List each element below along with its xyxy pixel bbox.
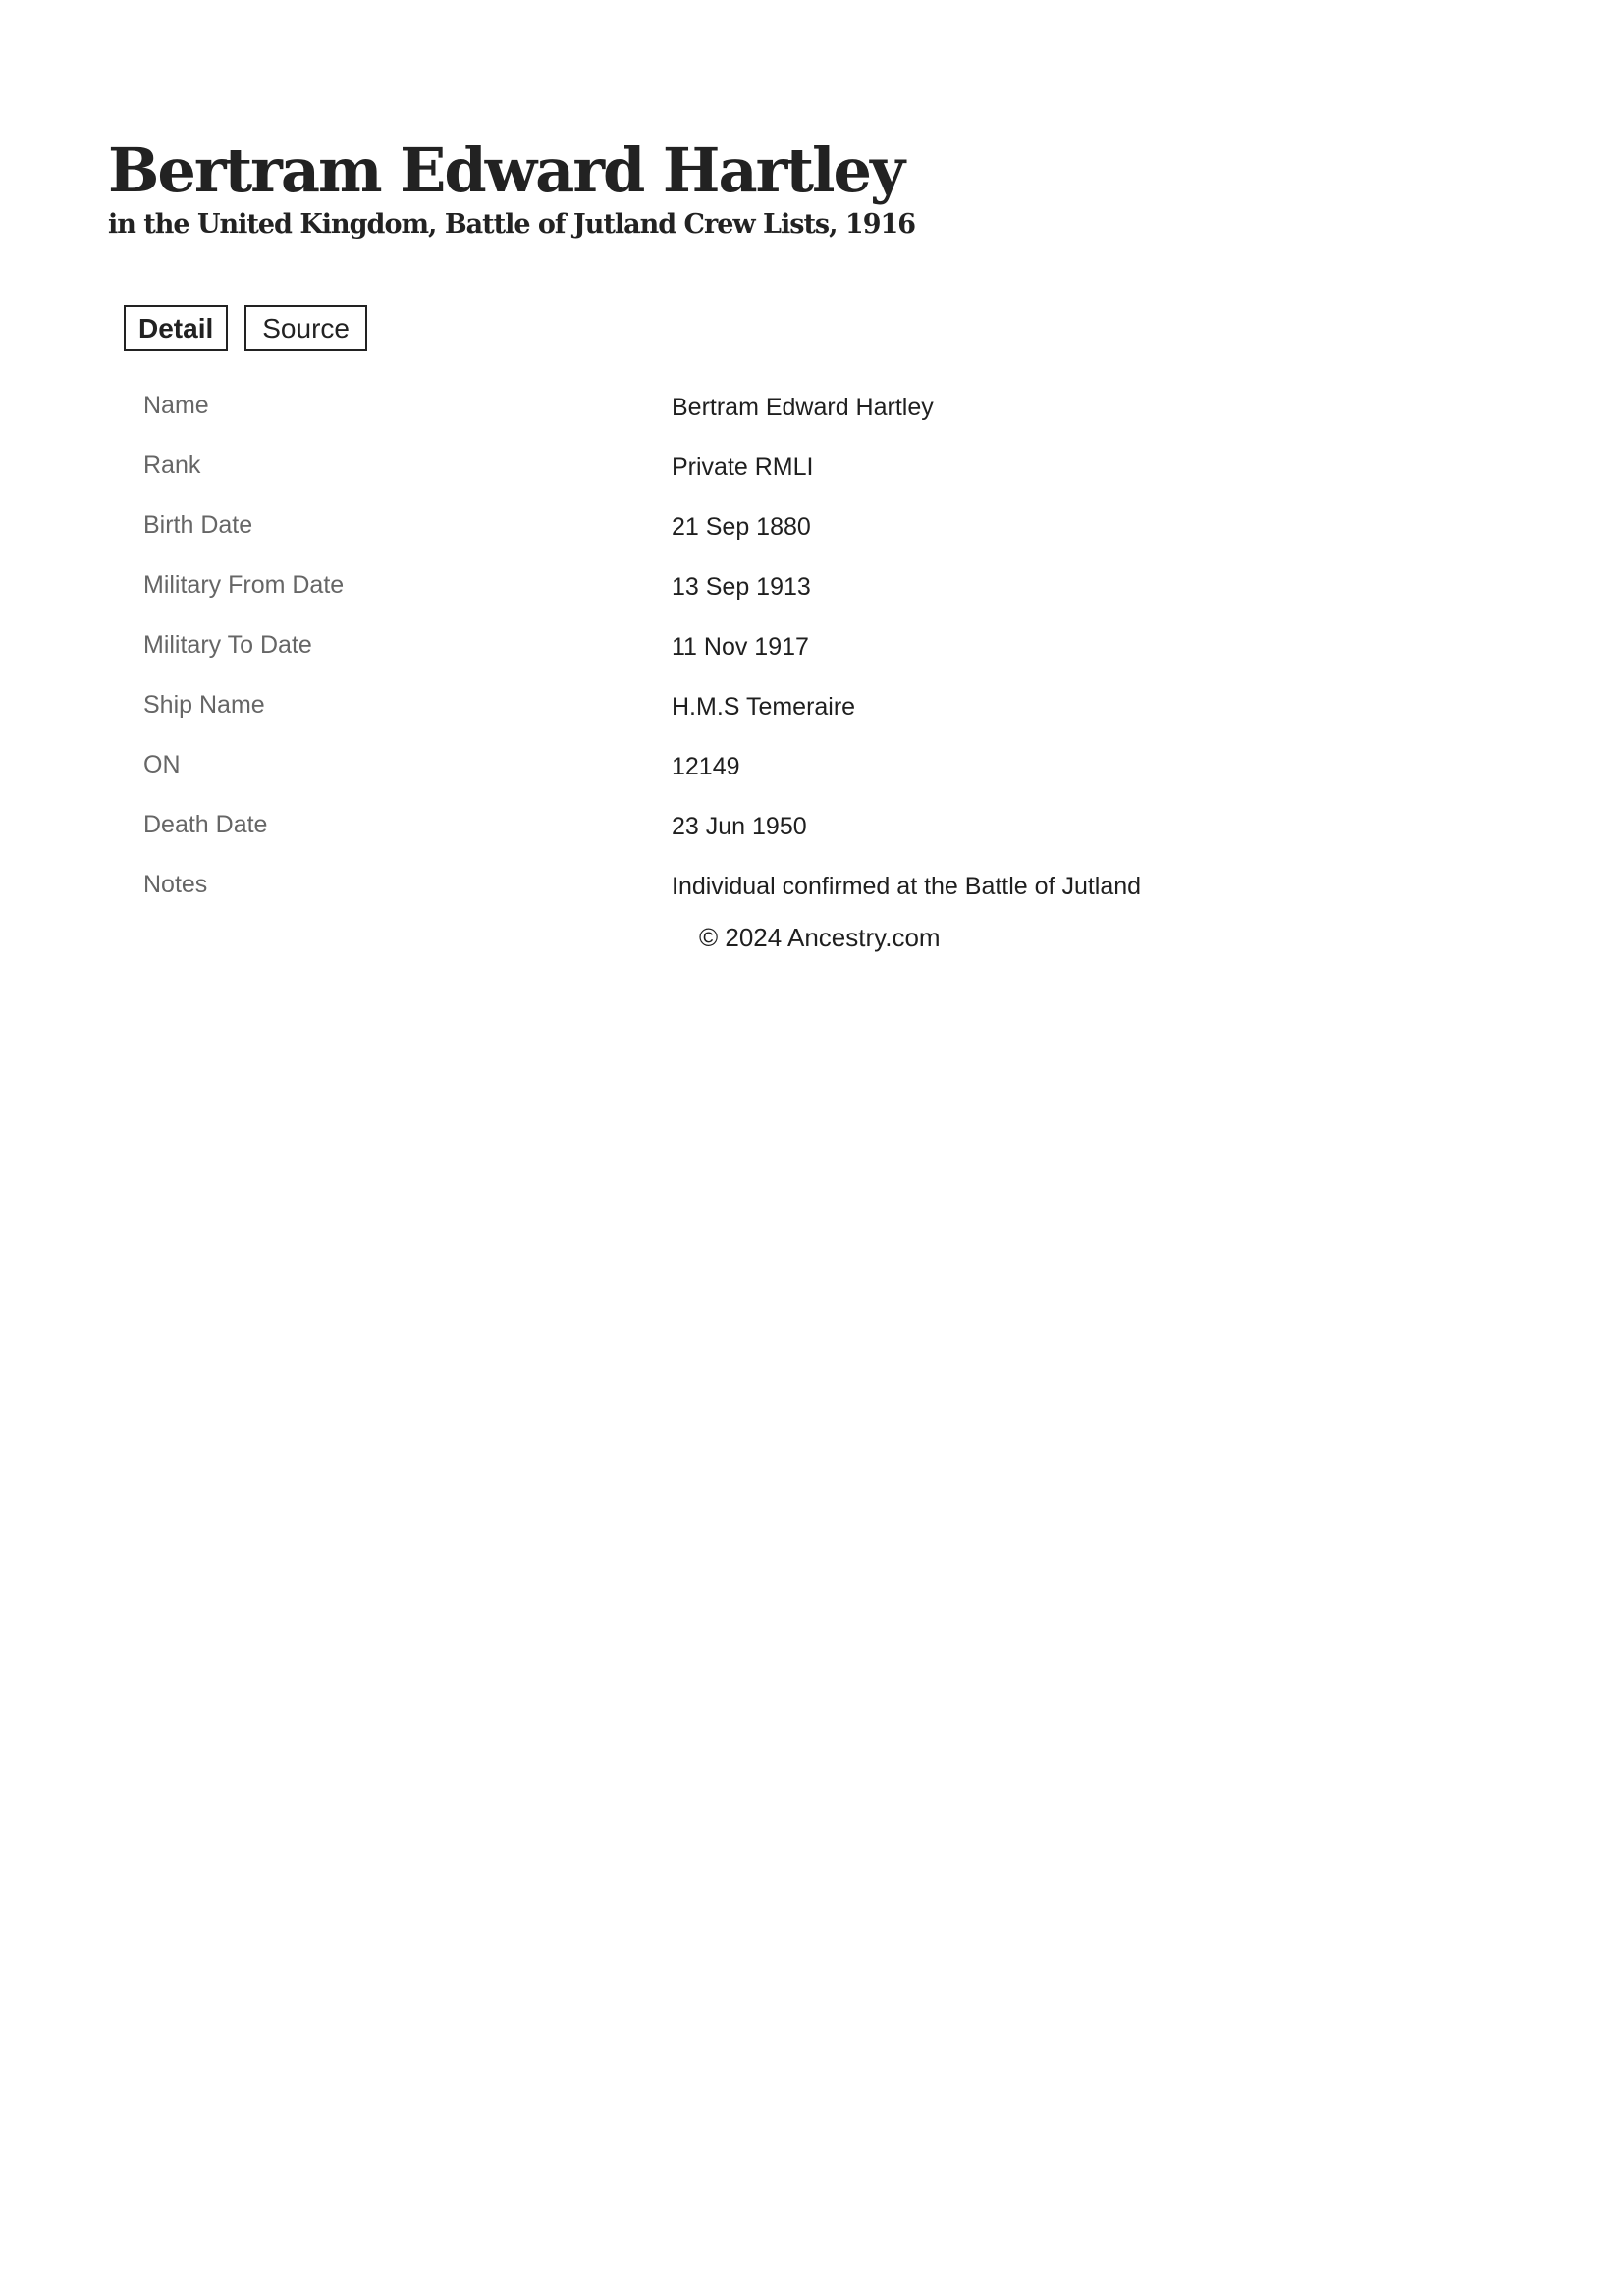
detail-value: Individual confirmed at the Battle of Jutland [672,873,1142,900]
detail-value: Bertram Edward Hartley [672,394,934,421]
page-title: Bertram Edward Hartley [108,134,904,206]
detail-label: Notes [143,871,208,898]
detail-label: Ship Name [143,691,265,719]
detail-value: 11 Nov 1917 [672,633,809,661]
detail-value: 13 Sep 1913 [672,573,811,601]
detail-value: H.M.S Temeraire [672,693,856,721]
detail-label: Military To Date [143,631,312,659]
copyright-notice: © 2024 Ancestry.com [699,923,941,952]
detail-value: 12149 [672,753,740,780]
detail-label: Birth Date [143,511,253,539]
detail-row-military-to-date [143,617,1141,677]
detail-row-military-from-date [143,558,1141,617]
detail-label: Name [143,392,209,419]
detail-label: Death Date [143,811,268,838]
detail-label: Rank [143,452,201,479]
detail-row-rank [143,438,1141,498]
detail-label: Military From Date [143,571,345,599]
record-details [143,378,1141,917]
detail-row-death-date [143,797,1141,857]
tab-source[interactable]: Source [244,305,367,351]
detail-row-notes [143,857,1141,917]
page-header [108,133,915,241]
detail-label: ON [143,751,181,778]
detail-row-ship-name [143,677,1141,737]
detail-row-name [143,378,1141,438]
detail-row-on [143,737,1141,797]
detail-value: 23 Jun 1950 [672,813,807,840]
tab-detail[interactable]: Detail [124,305,228,351]
page-subtitle: in the United Kingdom, Battle of Jutland Crew Lists, 1916 [108,209,916,240]
detail-value: Private RMLI [672,454,814,481]
detail-value: 21 Sep 1880 [672,513,811,541]
record-tabs [124,305,367,351]
detail-row-birth-date [143,498,1141,558]
